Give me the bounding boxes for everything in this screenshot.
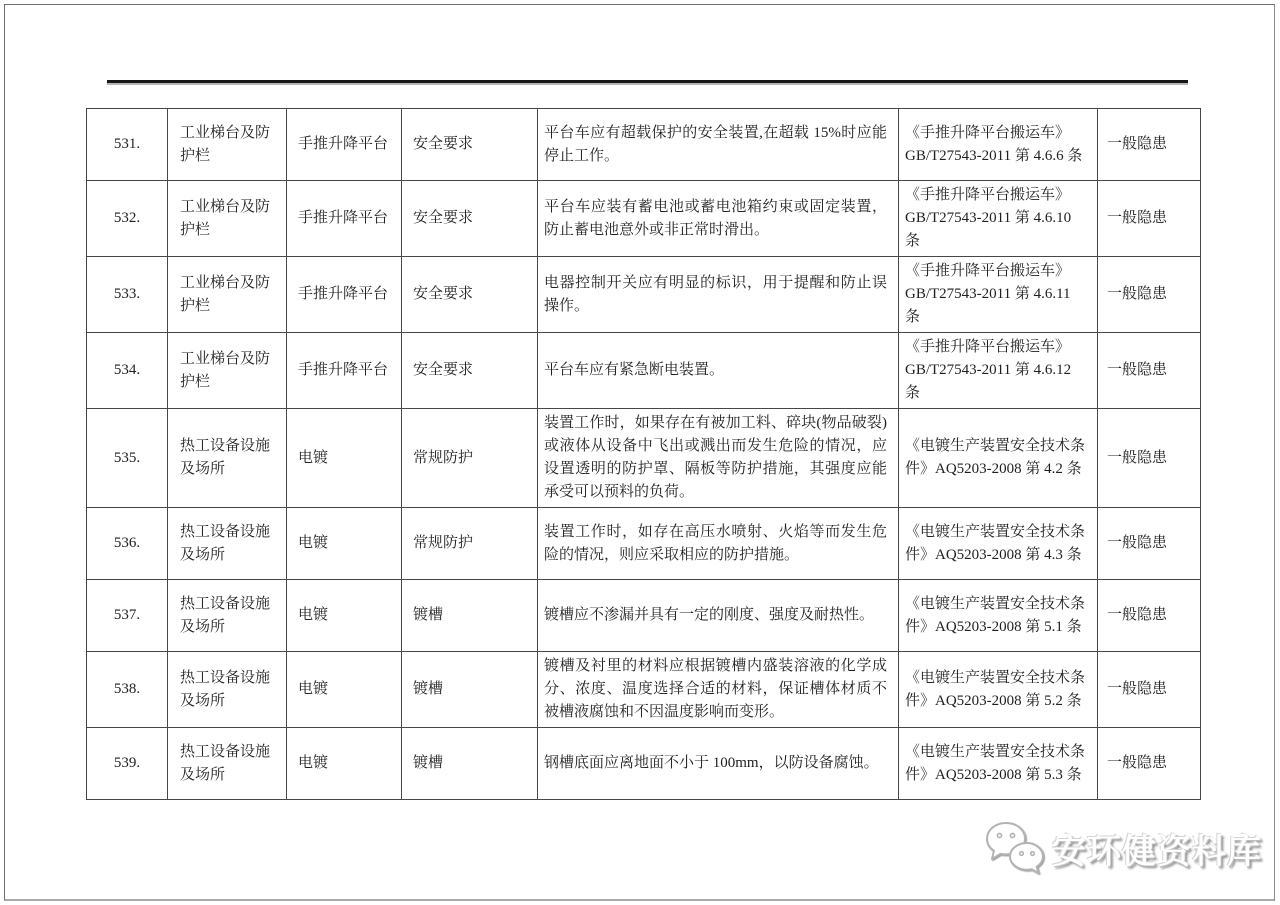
- requirement-cell: 装置工作时，如果存在有被加工料、碎块(物品破裂)或液体从设备中飞出或溅出而发生危险的情况，应设置透明的防护罩、隔板等防护措施，其强度应能承受可以预料的负荷。: [538, 409, 899, 508]
- requirement-cell: 平台车应装有蓄电池或蓄电池箱约束或固定装置，防止蓄电池意外或非正常时滑出。: [538, 181, 899, 257]
- category-cell: 热工设备设施及场所: [168, 580, 287, 652]
- category-cell: 工业梯台及防护栏: [168, 333, 287, 409]
- check-item-cell: 镀槽: [402, 580, 538, 652]
- check-item-cell: 安全要求: [402, 109, 538, 181]
- header-rule: [107, 80, 1188, 83]
- requirement-cell: 平台车应有超载保护的安全装置,在超载 15%时应能停止工作。: [538, 109, 899, 181]
- wechat-icon: [983, 820, 1045, 876]
- check-item-cell: 安全要求: [402, 181, 538, 257]
- subcategory-cell: 电镀: [287, 580, 402, 652]
- hazard-level-cell: 一般隐患: [1098, 409, 1201, 508]
- table-row: [87, 257, 1201, 333]
- table-row: [87, 409, 1201, 508]
- watermark-text: 安环健资料库: [1052, 832, 1262, 871]
- basis-cell: 《手推升降平台搬运车》GB/T27543-2011 第 4.6.11 条: [899, 257, 1098, 333]
- subcategory-cell: 电镀: [287, 652, 402, 728]
- row-number-cell: 538.: [87, 652, 168, 728]
- hazard-level-cell: 一般隐患: [1098, 181, 1201, 257]
- subcategory-cell: 手推升降平台: [287, 257, 402, 333]
- subcategory-cell: 电镀: [287, 508, 402, 580]
- subcategory-cell: 电镀: [287, 728, 402, 800]
- hazard-level-cell: 一般隐患: [1098, 333, 1201, 409]
- row-number-cell: 536.: [87, 508, 168, 580]
- table-row: [87, 728, 1201, 800]
- hazard-level-cell: 一般隐患: [1098, 652, 1201, 728]
- hazard-level-cell: 一般隐患: [1098, 257, 1201, 333]
- basis-cell: 《电镀生产装置安全技术条件》AQ5203-2008 第 5.2 条: [899, 652, 1098, 728]
- row-number-cell: 537.: [87, 580, 168, 652]
- hazard-level-cell: 一般隐患: [1098, 109, 1201, 181]
- table-row: [87, 333, 1201, 409]
- row-number-cell: 534.: [87, 333, 168, 409]
- category-cell: 工业梯台及防护栏: [168, 257, 287, 333]
- subcategory-cell: 手推升降平台: [287, 181, 402, 257]
- category-cell: 工业梯台及防护栏: [168, 109, 287, 181]
- hazard-checklist-table: [86, 108, 1201, 800]
- watermark: [983, 820, 1262, 876]
- table-row: [87, 580, 1201, 652]
- subcategory-cell: 手推升降平台: [287, 109, 402, 181]
- table-row: [87, 652, 1201, 728]
- check-item-cell: 安全要求: [402, 333, 538, 409]
- category-cell: 热工设备设施及场所: [168, 508, 287, 580]
- requirement-cell: 平台车应有紧急断电装置。: [538, 333, 899, 409]
- row-number-cell: 531.: [87, 109, 168, 181]
- hazard-level-cell: 一般隐患: [1098, 728, 1201, 800]
- category-cell: 热工设备设施及场所: [168, 652, 287, 728]
- basis-cell: 《手推升降平台搬运车》GB/T27543-2011 第 4.6.6 条: [899, 109, 1098, 181]
- category-cell: 热工设备设施及场所: [168, 728, 287, 800]
- row-number-cell: 539.: [87, 728, 168, 800]
- requirement-cell: 钢槽底面应离地面不小于 100mm，以防设备腐蚀。: [538, 728, 899, 800]
- check-item-cell: 常规防护: [402, 409, 538, 508]
- requirement-cell: 镀槽应不渗漏并具有一定的刚度、强度及耐热性。: [538, 580, 899, 652]
- category-cell: 工业梯台及防护栏: [168, 181, 287, 257]
- requirement-cell: 装置工作时，如存在高压水喷射、火焰等而发生危险的情况，则应采取相应的防护措施。: [538, 508, 899, 580]
- check-item-cell: 镀槽: [402, 652, 538, 728]
- table-row: [87, 508, 1201, 580]
- row-number-cell: 535.: [87, 409, 168, 508]
- check-item-cell: 安全要求: [402, 257, 538, 333]
- requirement-cell: 电器控制开关应有明显的标识，用于提醒和防止误操作。: [538, 257, 899, 333]
- basis-cell: 《手推升降平台搬运车》GB/T27543-2011 第 4.6.10 条: [899, 181, 1098, 257]
- hazard-level-cell: 一般隐患: [1098, 580, 1201, 652]
- requirement-cell: 镀槽及衬里的材料应根据镀槽内盛装溶液的化学成分、浓度、温度选择合适的材料，保证槽体材质不被槽液腐蚀和不因温度影响而变形。: [538, 652, 899, 728]
- row-number-cell: 533.: [87, 257, 168, 333]
- row-number-cell: 532.: [87, 181, 168, 257]
- table-row: [87, 181, 1201, 257]
- basis-cell: 《手推升降平台搬运车》GB/T27543-2011 第 4.6.12 条: [899, 333, 1098, 409]
- table-row: [87, 109, 1201, 181]
- subcategory-cell: 电镀: [287, 409, 402, 508]
- subcategory-cell: 手推升降平台: [287, 333, 402, 409]
- table-body: [87, 109, 1201, 800]
- hazard-level-cell: 一般隐患: [1098, 508, 1201, 580]
- basis-cell: 《电镀生产装置安全技术条件》AQ5203-2008 第 5.1 条: [899, 580, 1098, 652]
- category-cell: 热工设备设施及场所: [168, 409, 287, 508]
- basis-cell: 《电镀生产装置安全技术条件》AQ5203-2008 第 4.2 条: [899, 409, 1098, 508]
- basis-cell: 《电镀生产装置安全技术条件》AQ5203-2008 第 4.3 条: [899, 508, 1098, 580]
- check-item-cell: 常规防护: [402, 508, 538, 580]
- basis-cell: 《电镀生产装置安全技术条件》AQ5203-2008 第 5.3 条: [899, 728, 1098, 800]
- check-item-cell: 镀槽: [402, 728, 538, 800]
